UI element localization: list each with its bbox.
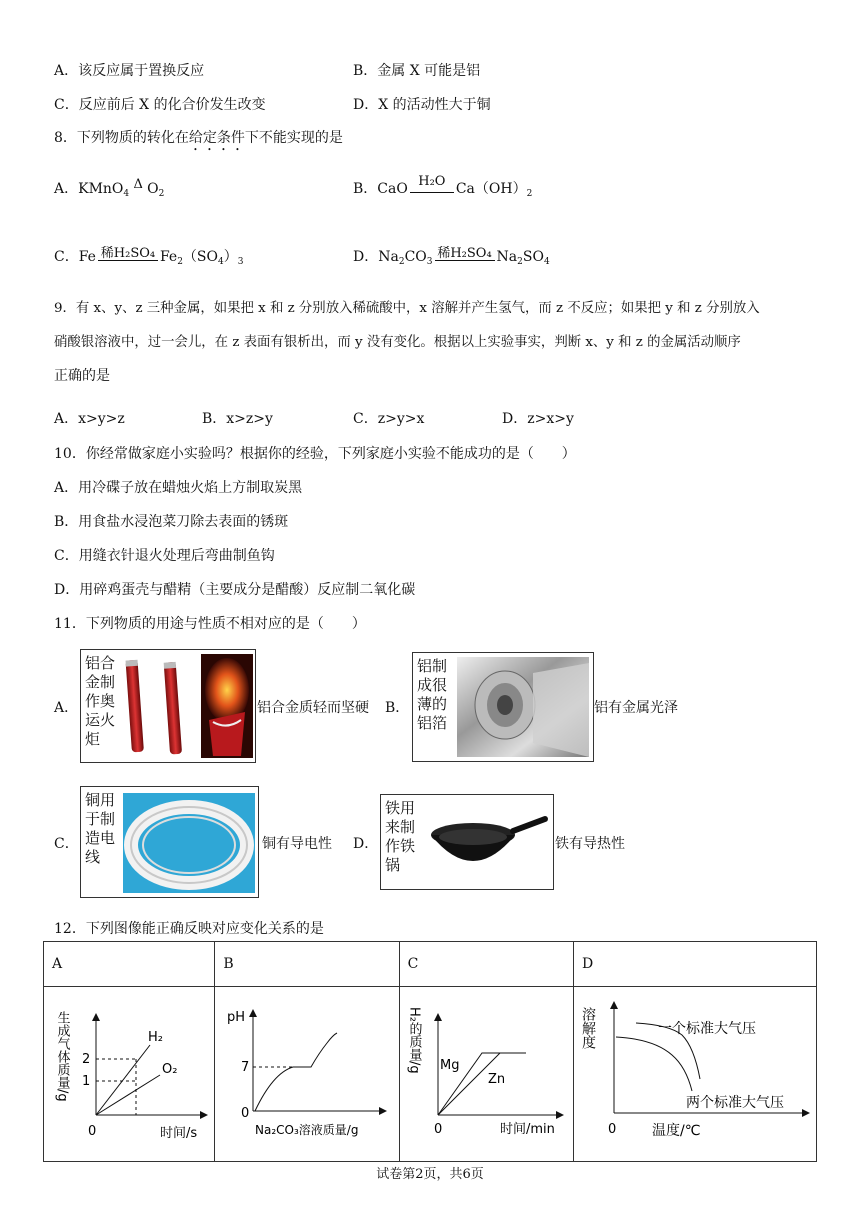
- q10-stem: 10．你经常做家庭小实验吗？根据你的经验，下列家庭小实验不能成功的是（ ）: [54, 446, 576, 462]
- q11-option-c-property: 铜有导电性: [262, 836, 332, 852]
- graph-b-xlabel: Na₂CO₃溶液质量/g: [255, 1123, 359, 1137]
- q9-option-b: B．x>z>y: [202, 411, 273, 427]
- graph-c-zn-label: Zn: [487, 1072, 505, 1087]
- q11-option-b-property: 铝有金属光泽: [594, 700, 678, 716]
- q9-option-c: C．z>y>x: [353, 411, 425, 427]
- graph-b: [215, 987, 398, 1157]
- graph-b-cell: [215, 987, 399, 1162]
- graph-c-cell: [399, 987, 573, 1162]
- graph-d-ylabel: 溶解度: [580, 1007, 596, 1049]
- graph-a-o2-label: O₂: [162, 1062, 178, 1077]
- foil-image: [412, 652, 594, 762]
- graph-c-ylabel: H₂的质量/g: [406, 1007, 422, 1074]
- q8-option-c: C．Fe 稀H₂SO₄ $Fe_2(SO_4)_3$: [54, 246, 244, 267]
- torch-illustration: [81, 650, 255, 762]
- q9-line2: 硝酸银溶液中，过一会儿，在 z 表面有银析出，而 y 没有变化。根据以上实验事实，判断 x、y 和 z 的金属活动顺序: [54, 335, 741, 350]
- graph-a-xlabel: 时间/s: [160, 1126, 198, 1141]
- q7-option-c: C．反应前后 X 的化合价发生改变: [54, 97, 266, 113]
- q8-stem: 8．下列物质的转化在给定条件下不能实现的是: [54, 130, 343, 146]
- q11-option-d-property: 铁有导热性: [555, 836, 625, 852]
- q12-stem: 12．下列图像能正确反映对应变化关系的是: [54, 921, 324, 937]
- torch-image-label: 铝合金制作奥运火炬: [85, 654, 116, 748]
- graph-a-tick-1: 1: [82, 1074, 91, 1089]
- q11-option-b-letter: B．: [385, 700, 410, 716]
- graph-d-curve-1atm-label: 一个标准大气压: [658, 1021, 756, 1037]
- wok-image-label: 铁用来制作铁锅: [385, 799, 416, 874]
- graph-a-tick-2: 2: [82, 1052, 91, 1067]
- q11-option-a-letter: A．: [54, 700, 79, 716]
- q8-option-a: A．KMnO$_4$ Δ $O_2$: [54, 177, 165, 199]
- wire-illustration: [81, 787, 258, 897]
- wire-image: [80, 786, 259, 898]
- q10-option-c: C．用缝衣针退火处理后弯曲制鱼钩: [54, 548, 275, 564]
- wok-image: [380, 794, 554, 890]
- q7-option-d: D．X 的活动性大于铜: [353, 97, 491, 113]
- graph-d: [574, 987, 816, 1157]
- foil-image-label: 铝制成很薄的铝箔: [417, 657, 448, 732]
- header-a: A: [44, 942, 215, 987]
- graph-d-xlabel: 温度/℃: [652, 1123, 701, 1139]
- q7-option-a: A．该反应属于置换反应: [54, 63, 205, 79]
- graph-a-h2-label: H₂: [148, 1030, 163, 1045]
- graph-c-mg-label: Mg: [439, 1058, 460, 1073]
- graph-d-curve-2atm: [616, 1037, 692, 1091]
- q11-stem: 11．下列物质的用途与性质不相对应的是（ ）: [54, 616, 366, 632]
- torch-image: [80, 649, 256, 763]
- q11-option-a-property: 铝合金质轻而坚硬: [257, 700, 369, 716]
- graph-c-xlabel: 时间/min: [499, 1122, 555, 1137]
- header-b: B: [215, 942, 399, 987]
- graph-b-ylabel: pH: [227, 1010, 246, 1025]
- q11-option-c-letter: C．: [54, 836, 79, 852]
- q9-line1: 9．有 x、y、z 三种金属，如果把 x 和 z 分别放入稀硫酸中，x 溶解并产生氢气，而 z 不反应；如果把 y 和 z 分别放入: [54, 301, 760, 316]
- page-footer: 试卷第2页，共6页: [376, 1167, 484, 1182]
- q8-option-b: B．CaO H₂O $Ca(OH)_2$: [353, 174, 533, 199]
- graph-d-curve-2atm-label: 两个标准大气压: [686, 1095, 784, 1111]
- q10-option-b: B．用食盐水浸泡菜刀除去表面的锈斑: [54, 514, 289, 530]
- header-d: D: [574, 942, 817, 987]
- graph-a-h2-line: [96, 1045, 150, 1115]
- q8-option-d: D．$Na_2CO_3$ 稀H₂SO₄ $Na_2SO_4$: [353, 246, 550, 267]
- graph-d-origin: 0: [608, 1122, 617, 1137]
- q11-option-d-letter: D．: [353, 836, 379, 852]
- graph-a: [44, 987, 214, 1157]
- graph-a-cell: [44, 987, 215, 1162]
- graph-a-ylabel: 生成气体质量/g: [54, 1011, 70, 1102]
- q10-option-d: D．用碎鸡蛋壳与醋精（主要成分是醋酸）反应制二氧化碳: [54, 582, 416, 598]
- graph-c-origin: 0: [433, 1122, 442, 1137]
- q12-graph-table: [43, 941, 817, 1162]
- q9-line3: 正确的是: [54, 368, 110, 384]
- graph-d-cell: [574, 987, 817, 1162]
- graph-c: [400, 987, 573, 1157]
- q9-option-a: A．x>y>z: [54, 411, 125, 427]
- header-c: C: [399, 942, 573, 987]
- wire-image-label: 铜用于制造电线: [85, 791, 116, 866]
- graph-b-tick-7: 7: [241, 1060, 250, 1075]
- foil-illustration: [413, 653, 593, 761]
- graph-a-origin: 0: [88, 1124, 97, 1139]
- wok-illustration: [381, 795, 553, 889]
- q9-option-d: D．z>x>y: [502, 411, 574, 427]
- graph-b-origin: 0: [241, 1106, 250, 1121]
- graph-b-curve: [255, 1033, 337, 1111]
- q10-option-a: A．用冷碟子放在蜡烛火焰上方制取炭黑: [54, 480, 303, 496]
- q7-option-b: B．金属 X 可能是铝: [353, 63, 481, 79]
